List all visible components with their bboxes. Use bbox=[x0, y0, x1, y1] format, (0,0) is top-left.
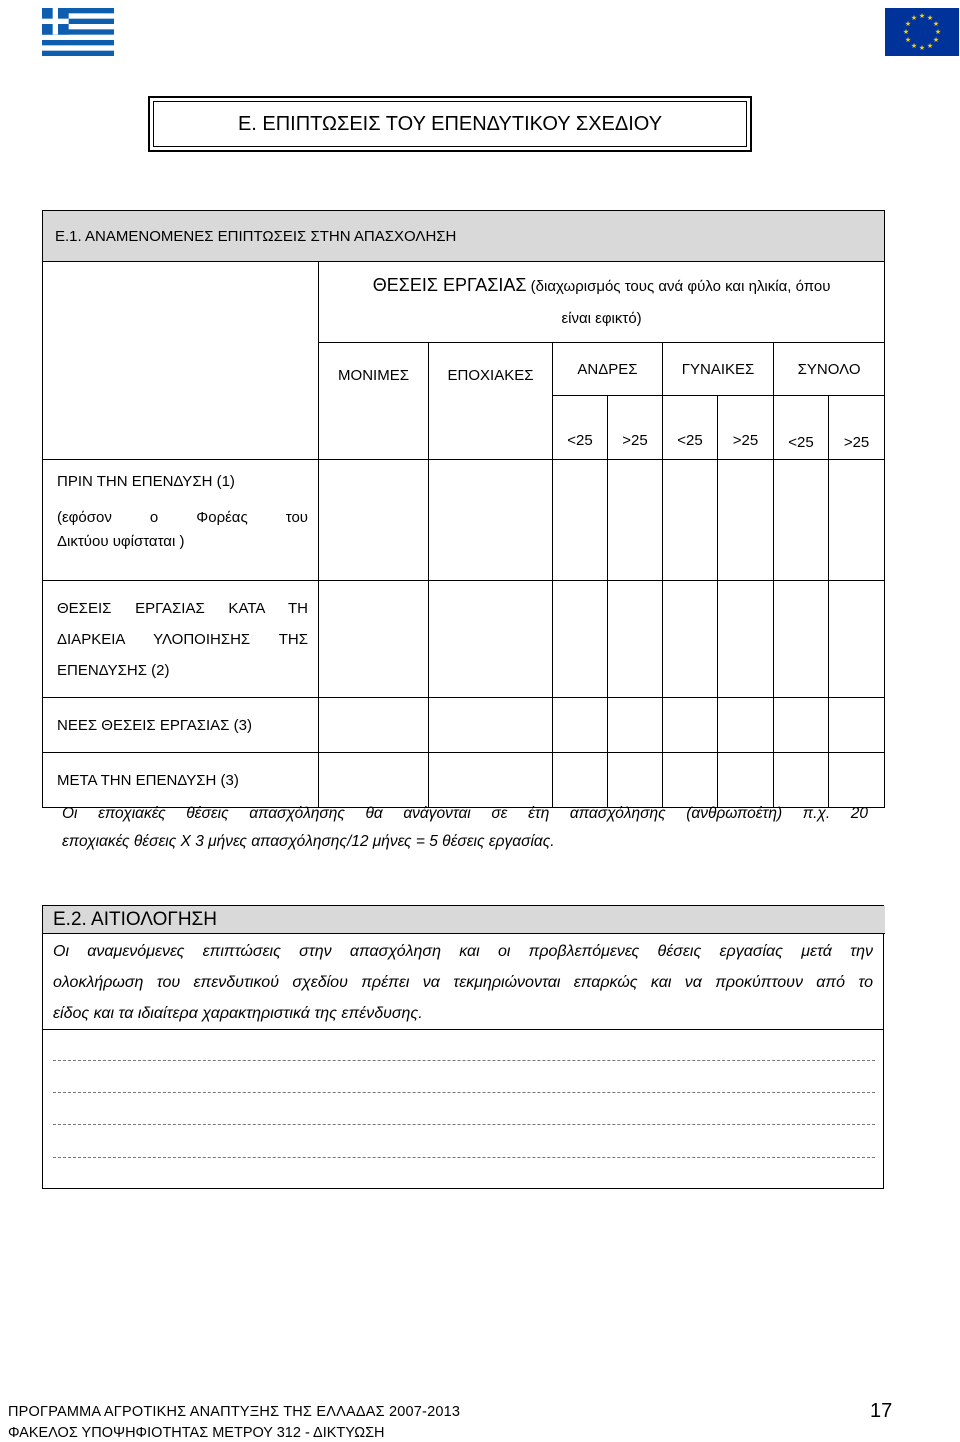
instructions-line2: ολοκλήρωση του επενδυτικού σχεδίου πρέπει να τεκμηριώνονται επαρκώς και να προκύπτουν από το bbox=[53, 974, 873, 991]
cell-input[interactable] bbox=[429, 698, 553, 753]
cell-input[interactable] bbox=[553, 460, 608, 581]
category-women: ΓΥΝΑΙΚΕΣ bbox=[663, 343, 774, 396]
eu-flag-icon bbox=[885, 8, 959, 56]
row2-line1: ΘΕΣΕΙΣ ΕΡΓΑΣΙΑΣ ΚΑΤΑ ΤΗ bbox=[57, 599, 308, 617]
cell-input[interactable] bbox=[774, 460, 829, 581]
dashed-line bbox=[53, 1157, 875, 1158]
cell-input[interactable] bbox=[319, 581, 429, 698]
instructions-line3: είδος και τα ιδιαίτερα χαρακτηριστικά της επένδυσης. bbox=[53, 1005, 423, 1022]
category-total: ΣΥΝΟΛΟ bbox=[774, 343, 885, 396]
table-corner-bottom bbox=[43, 343, 319, 460]
footer-folder: ΦΑΚΕΛΟΣ ΥΠΟΨΗΦΙΟΤΗΤΑΣ ΜΕΤΡΟΥ 312 - ΔΙΚΤΥΩΣΗ bbox=[8, 1425, 385, 1441]
cell-input[interactable] bbox=[429, 581, 553, 698]
cell-input[interactable] bbox=[608, 581, 663, 698]
table-corner-top bbox=[43, 262, 319, 343]
note-line1: Οι εποχιακές θέσεις απασχόλησης θα ανάγονται σε έτη απασχόλησης (ανθρωποέτη) π.χ. 20 bbox=[62, 805, 868, 822]
cell-input[interactable] bbox=[663, 698, 718, 753]
justification-text-area[interactable] bbox=[43, 1030, 883, 1188]
table-row bbox=[43, 581, 885, 698]
age-total-under-25: <25 bbox=[774, 396, 829, 460]
category-men: ΑΝΔΡΕΣ bbox=[553, 343, 663, 396]
dashed-line bbox=[53, 1124, 875, 1125]
section-title-box bbox=[148, 96, 752, 152]
row1-line2a: (εφόσον ο Φορέας του bbox=[57, 509, 308, 526]
svg-text:★: ★ bbox=[902, 28, 910, 36]
cell-input[interactable] bbox=[608, 698, 663, 753]
age-men-under-25: <25 bbox=[553, 396, 608, 460]
cell-input[interactable] bbox=[608, 460, 663, 581]
row1-line2b: Δικτύου υφίσταται ) bbox=[57, 533, 185, 550]
cell-input[interactable] bbox=[718, 460, 774, 581]
cell-input[interactable] bbox=[553, 698, 608, 753]
cell-input[interactable] bbox=[774, 698, 829, 753]
cell-input[interactable] bbox=[718, 698, 774, 753]
section1-heading: Ε.1. ΑΝΑΜΕΝΟΜΕΝΕΣ ΕΠΙΠΤΩΣΕΙΣ ΣΤΗΝ ΑΠΑΣΧΟΛΗΣΗ bbox=[43, 211, 885, 262]
employment-table bbox=[42, 210, 885, 808]
row-label-new-jobs: ΝΕΕΣ ΘΕΣΕΙΣ ΕΡΓΑΣΙΑΣ (3) bbox=[43, 698, 319, 753]
svg-text:★: ★ bbox=[910, 14, 918, 22]
svg-text:★: ★ bbox=[932, 36, 940, 44]
svg-text:★: ★ bbox=[926, 42, 934, 50]
cell-input[interactable] bbox=[774, 581, 829, 698]
row-label-before-investment bbox=[43, 460, 319, 581]
section2-heading: Ε.2. ΑΙΤΙΟΛΟΓΗΣΗ bbox=[43, 906, 885, 934]
dashed-line bbox=[53, 1092, 875, 1093]
jobs-header-line2: είναι εφικτό) bbox=[561, 310, 642, 327]
justification-table bbox=[42, 905, 884, 1189]
jobs-header-bold: ΘΕΣΕΙΣ ΕΡΓΑΣΙΑΣ bbox=[372, 275, 527, 295]
svg-text:★: ★ bbox=[904, 20, 912, 28]
cell-input[interactable] bbox=[829, 460, 885, 581]
section-title: Ε. ΕΠΙΠΤΩΣΕΙΣ ΤΟΥ ΕΠΕΝΔΥΤΙΚΟΥ ΣΧΕΔΙΟΥ bbox=[153, 101, 747, 147]
age-women-over-25: >25 bbox=[718, 396, 774, 460]
cell-input[interactable] bbox=[319, 698, 429, 753]
seasonal-note bbox=[62, 800, 868, 856]
justification-instructions bbox=[43, 934, 883, 1030]
cell-input[interactable] bbox=[663, 581, 718, 698]
svg-text:★: ★ bbox=[934, 28, 942, 36]
svg-text:★: ★ bbox=[904, 36, 912, 44]
cell-input[interactable] bbox=[553, 581, 608, 698]
greek-flag-icon bbox=[42, 8, 114, 56]
cell-input[interactable] bbox=[718, 581, 774, 698]
footer-program: ΠΡΟΓΡΑΜΜΑ ΑΓΡΟΤΙΚΗΣ ΑΝΑΠΤΥΞΗΣ ΤΗΣ ΕΛΛΑΔΑΣ 2007-2013 bbox=[8, 1404, 461, 1420]
age-total-over-25: >25 bbox=[829, 396, 885, 460]
table-row bbox=[43, 460, 885, 581]
row1-line1: ΠΡΙΝ ΤΗΝ ΕΠΕΝΔΥΣΗ (1) bbox=[57, 473, 235, 490]
svg-text:★: ★ bbox=[932, 20, 940, 28]
jobs-header bbox=[319, 262, 885, 343]
cell-input[interactable] bbox=[663, 460, 718, 581]
instructions-line1: Οι αναμενόμενες επιπτώσεις στην απασχόληση και οι προβλεπόμενες θέσεις εργασίας μετά την bbox=[53, 943, 873, 960]
age-women-under-25: <25 bbox=[663, 396, 718, 460]
age-men-over-25: >25 bbox=[608, 396, 663, 460]
row2-line3: ΕΠΕΝΔΥΣΗΣ (2) bbox=[57, 661, 170, 679]
category-seasonal: ΕΠΟΧΙΑΚΕΣ bbox=[429, 343, 553, 460]
row2-line2: ΔΙΑΡΚΕΙΑ ΥΛΟΠΟΙΗΣΗΣ ΤΗΣ bbox=[57, 630, 308, 648]
page-number: 17 bbox=[870, 1400, 893, 1422]
cell-input[interactable] bbox=[829, 698, 885, 753]
svg-text:★: ★ bbox=[910, 42, 918, 50]
table-row bbox=[43, 698, 885, 753]
jobs-header-rest: (διαχωρισμός τους ανά φύλο και ηλικία, όπου bbox=[526, 278, 831, 295]
cell-input[interactable] bbox=[429, 460, 553, 581]
svg-text:★: ★ bbox=[918, 44, 926, 52]
category-permanent: ΜΟΝΙΜΕΣ bbox=[319, 343, 429, 460]
cell-input[interactable] bbox=[829, 581, 885, 698]
dashed-line bbox=[53, 1060, 875, 1061]
row-label-during-implementation bbox=[43, 581, 319, 698]
svg-text:★: ★ bbox=[918, 12, 926, 20]
note-line2: εποχιακές θέσεις Χ 3 μήνες απασχόλησης/12 μήνες = 5 θέσεις εργασίας. bbox=[62, 833, 555, 850]
cell-input[interactable] bbox=[319, 460, 429, 581]
svg-text:★: ★ bbox=[926, 14, 934, 22]
row-label-after-investment: ΜΕΤΑ ΤΗΝ ΕΠΕΝΔΥΣΗ (3) bbox=[43, 753, 319, 808]
